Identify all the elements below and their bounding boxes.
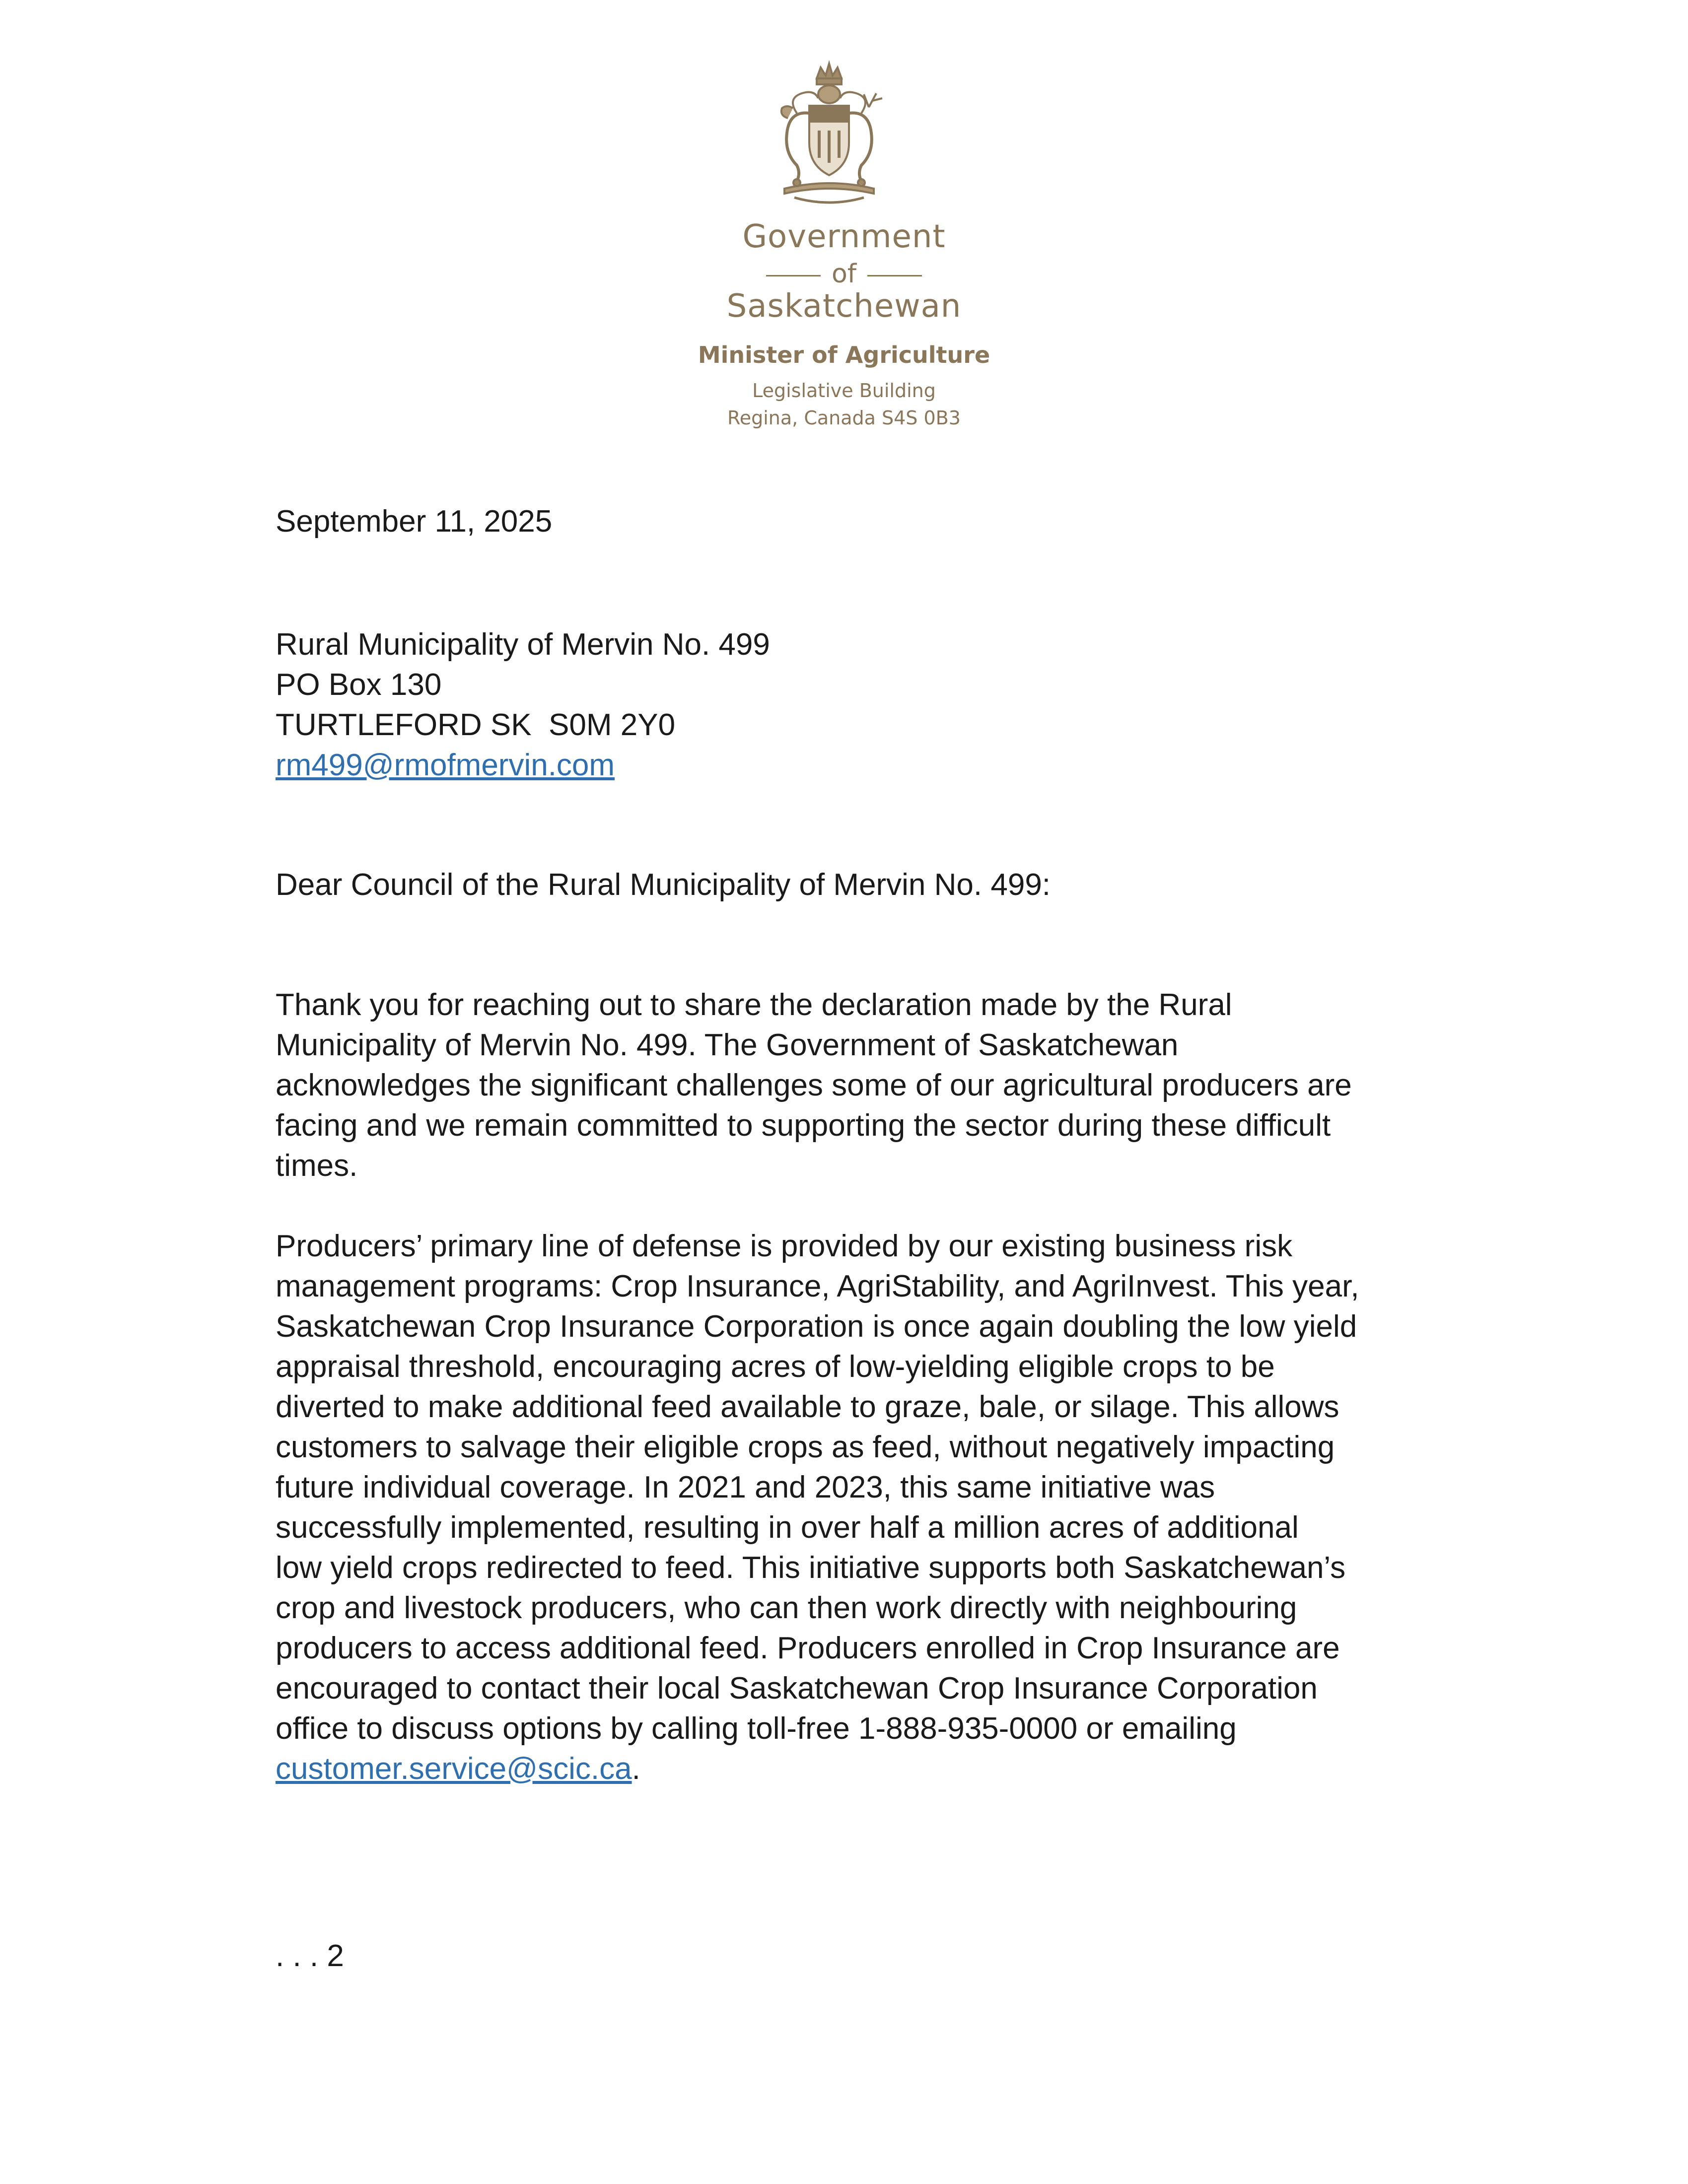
paragraph-2-line: diverted to make additional feed available to graze, bale, or silage. This allows [276,1390,1339,1424]
scic-email-link[interactable]: customer.service@scic.ca [276,1752,632,1786]
paragraph-1-line: acknowledges the significant challenges some of our agricultural producers are [276,1068,1352,1102]
paragraph-1-line: times. [276,1149,358,1183]
government-name-line1: Government [742,218,946,255]
government-name-line2: Saskatchewan [726,288,962,325]
page-continuation-marker: . . . 2 [276,1939,344,1973]
recipient-address [276,624,770,785]
ministry-address-line2: Regina, Canada S4S 0B3 [727,407,961,429]
recipient-email-link[interactable]: rm499@rmofmervin.com [276,748,615,782]
paragraph-2-line: encouraged to contact their local Saskatchewan Crop Insurance Corporation [276,1671,1318,1706]
ministry-address-line1: Legislative Building [752,380,936,402]
paragraph-1-line: Thank you for reaching out to share the declaration made by the Rural [276,988,1232,1022]
paragraph-2-line: future individual coverage. In 2021 and 2023, this same initiative was [276,1470,1215,1504]
government-of-word: of [831,259,857,289]
paragraph-2-line: low yield crops redirected to feed. This initiative supports both Saskatchewan’s [276,1551,1346,1585]
recipient-line2: PO Box 130 [276,668,442,702]
letterhead-rule-left [766,275,821,276]
paragraph-2-line: producers to access additional feed. Producers enrolled in Crop Insurance are [276,1631,1340,1665]
letter-date: September 11, 2025 [276,504,553,539]
recipient-line1: Rural Municipality of Mervin No. 499 [276,627,770,662]
ministry-title: Minister of Agriculture [698,341,990,368]
salutation: Dear Council of the Rural Municipality of Mervin No. 499: [276,868,1051,902]
coat-of-arms-icon [767,59,891,207]
paragraph-2-line: customers to salvage their eligible crops as feed, without negatively impacting [276,1430,1335,1464]
paragraph-1-line: facing and we remain committed to supporting the sector during these difficult [276,1108,1331,1143]
paragraph-2-period: . [632,1752,640,1786]
paragraph-2-line: Saskatchewan Crop Insurance Corporation is once again doubling the low yield [276,1309,1357,1344]
recipient-line3: TURTLEFORD SK S0M 2Y0 [276,708,676,742]
paragraph-2-line: appraisal threshold, encouraging acres of low-yielding eligible crops to be [276,1350,1275,1384]
paragraph-2-line: office to discuss options by calling toll-free 1-888-935-0000 or emailing [276,1711,1237,1746]
paragraph-2-line: successfully implemented, resulting in over half a million acres of additional [276,1510,1299,1545]
government-of-line [0,259,1688,289]
paragraph-1-line: Municipality of Mervin No. 499. The Government of Saskatchewan [276,1028,1179,1062]
paragraph-2-line: management programs: Crop Insurance, AgriStability, and AgriInvest. This year, [276,1269,1359,1303]
paragraph-2-line: crop and livestock producers, who can then work directly with neighbouring [276,1591,1297,1625]
paragraph-2 [276,1226,1359,1789]
paragraph-2-line: Producers’ primary line of defense is provided by our existing business risk [276,1229,1293,1263]
paragraph-2-last-line [276,1749,1359,1789]
paragraph-1 [276,985,1352,1186]
letterhead-rule-right [867,275,922,276]
